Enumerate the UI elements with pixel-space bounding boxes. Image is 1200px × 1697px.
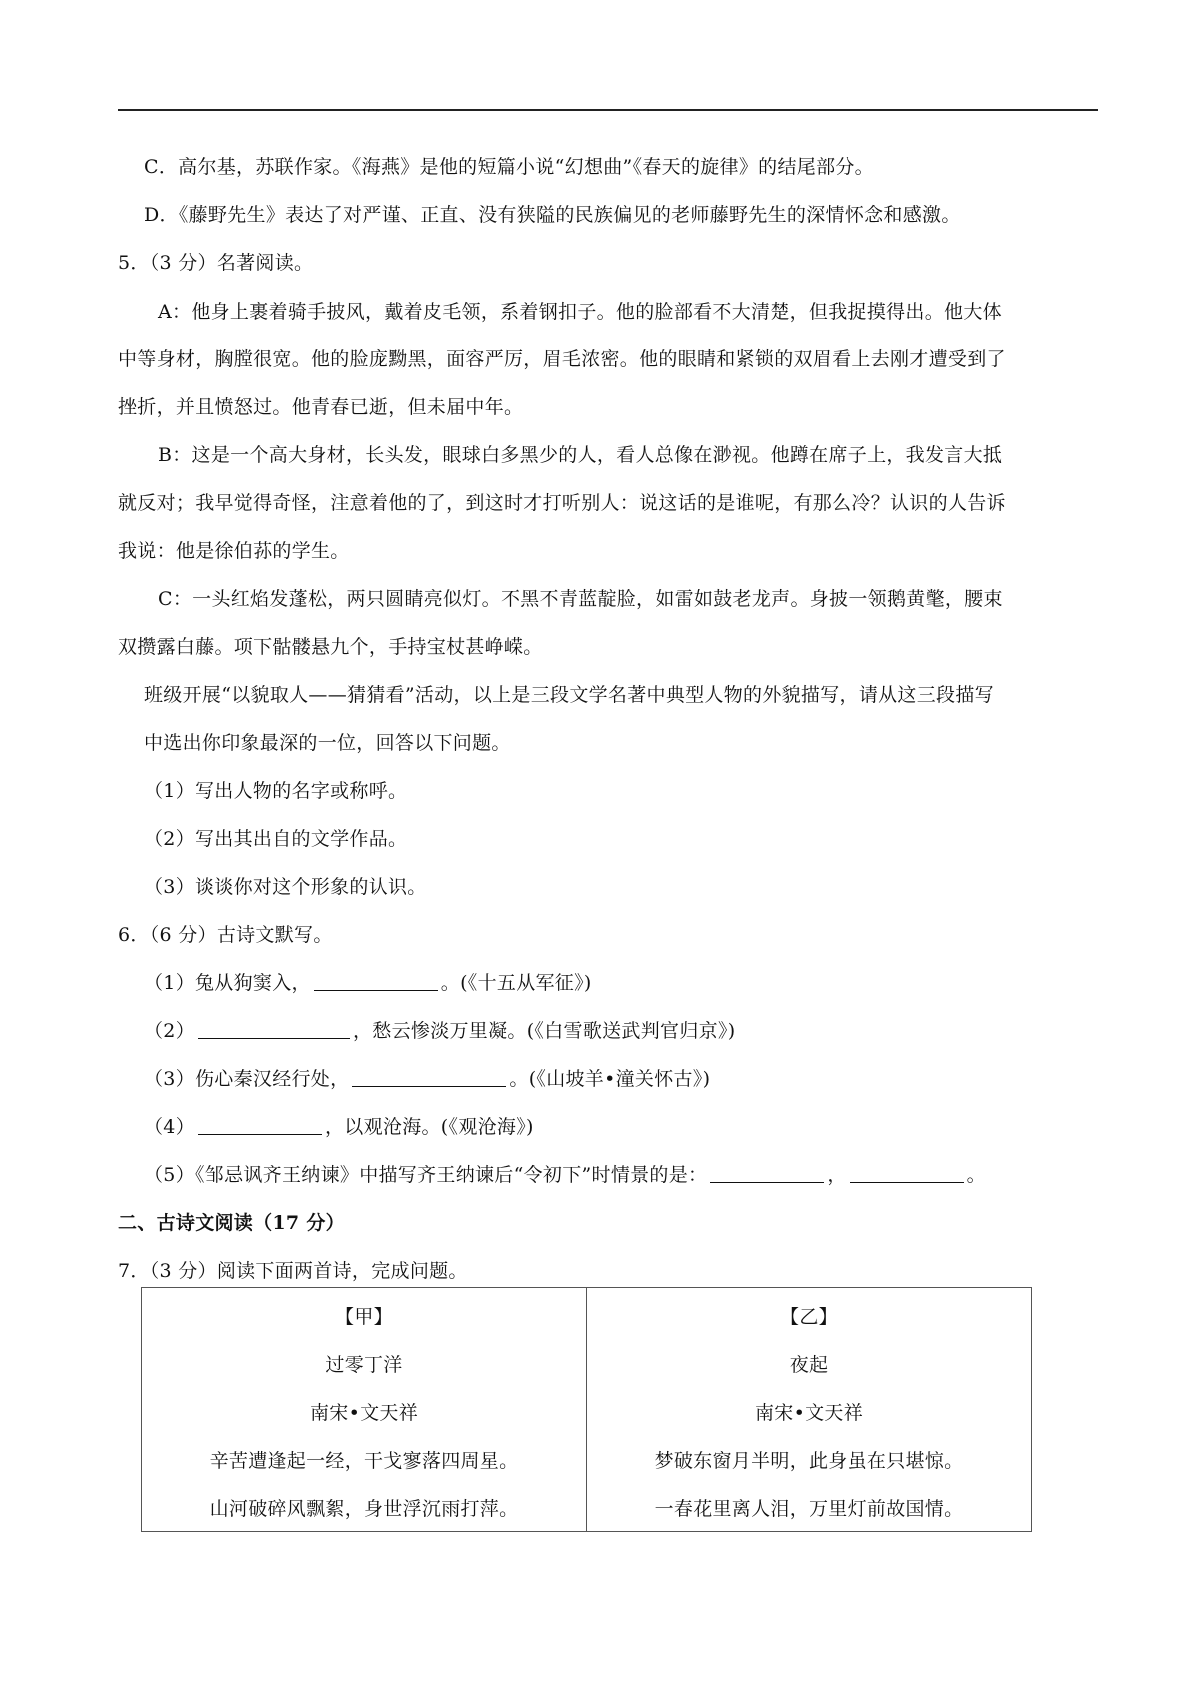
poem-a-line-2: 山河破碎风飘絮，身世浮沉雨打萍。	[209, 1498, 519, 1520]
passage-b-line-2: 就反对；我早觉得奇怪，注意着他的了，到这时才打听别人：说这话的是谁呢，有那么冷？认识的人告诉	[118, 492, 1006, 514]
question-5-intro-line-2: 中选出你印象最深的一位，回答以下问题。	[144, 732, 511, 754]
dictation-item-5	[144, 1162, 986, 1188]
question-6-header: 6．（6 分）古诗文默写。	[118, 924, 333, 946]
dictation-1-suffix: 。(《十五从军征》)	[440, 972, 592, 994]
question-7-header: 7．（3 分）阅读下面两首诗，完成问题。	[118, 1260, 468, 1282]
poem-a-line-1: 辛苦遭逢起一经，干戈寥落四周星。	[209, 1450, 519, 1472]
poem-a-column	[142, 1288, 587, 1531]
passage-a-line-1: A：他身上裹着骑手披风，戴着皮毛领，系着钢扣子。他的脸部看不大清楚，但我捉摸得出。他大体	[158, 301, 1002, 323]
poem-a-title: 过零丁洋	[325, 1354, 403, 1376]
dictation-4-suffix: ，以观沧海。(《观沧海》)	[325, 1116, 534, 1138]
header-rule	[118, 109, 1098, 111]
dictation-3-suffix: 。(《山坡羊•潼关怀古》)	[509, 1068, 711, 1090]
dictation-2-suffix: ，愁云惨淡万里凝。(《白雪歌送武判官归京》)	[353, 1020, 736, 1042]
poem-b-line-1: 梦破东窗月半明，此身虽在只堪惊。	[654, 1450, 964, 1472]
dictation-item-4	[144, 1114, 534, 1140]
question-5-sub-3: （3）谈谈你对这个形象的认识。	[144, 876, 427, 898]
dictation-4-blank[interactable]	[198, 1116, 322, 1135]
dictation-1-prefix: （1）兔从狗窦入，	[144, 972, 311, 994]
dictation-item-1	[144, 970, 592, 996]
poem-b-author: 南宋•文天祥	[754, 1402, 863, 1424]
dictation-item-2	[144, 1018, 735, 1044]
question-5-header: 5．（3 分）名著阅读。	[118, 252, 314, 274]
dictation-5-blank-a[interactable]	[710, 1164, 824, 1183]
dictation-item-3	[144, 1066, 710, 1092]
dictation-1-blank[interactable]	[314, 972, 438, 991]
dictation-3-blank[interactable]	[352, 1068, 506, 1087]
question-5-intro-line-1: 班级开展“以貌取人——猜猜看”活动，以上是三段文学名著中典型人物的外貌描写，请从这三段描写	[144, 684, 994, 706]
dictation-5-blank-b[interactable]	[850, 1164, 964, 1183]
poem-table	[141, 1287, 1032, 1532]
dictation-5-prefix: （5）《邹忌讽齐王纳谏》中描写齐王纳谏后“令初下”时情景的是：	[144, 1164, 708, 1186]
dictation-3-prefix: （3）伤心秦汉经行处，	[144, 1068, 350, 1090]
dictation-2-blank[interactable]	[198, 1020, 350, 1039]
option-c: C．高尔基，苏联作家。《海燕》是他的短篇小说“幻想曲”《春天的旋律》的结尾部分。	[144, 156, 874, 178]
dictation-4-prefix: （4）	[144, 1116, 195, 1138]
question-5-sub-2: （2）写出其出自的文学作品。	[144, 828, 408, 850]
dictation-5-suffix: 。	[966, 1164, 986, 1186]
poem-b-tag: 【乙】	[780, 1306, 838, 1328]
poem-a-author: 南宋•文天祥	[309, 1402, 418, 1424]
passage-b-line-3: 我说：他是徐伯荪的学生。	[118, 540, 350, 562]
passage-b-line-1: B：这是一个高大身材，长头发，眼球白多黑少的人，看人总像在渺视。他蹲在席子上，我发言大抵	[158, 444, 1003, 466]
dictation-5-comma: ，	[827, 1164, 847, 1186]
dictation-2-prefix: （2）	[144, 1020, 195, 1042]
section-2-heading: 二、古诗文阅读（17 分）	[118, 1212, 345, 1234]
passage-c-line-1: C：一头红焰发蓬松，两只圆睛亮似灯。不黑不青蓝靛脸，如雷如鼓老龙声。身披一领鹅黄氅，腰束	[158, 588, 1003, 610]
question-5-sub-1: （1）写出人物的名字或称呼。	[144, 780, 408, 802]
passage-a-line-3: 挫折，并且愤怒过。他青春已逝，但未届中年。	[118, 396, 524, 418]
passage-c-line-2: 双攒露白藤。项下骷髅悬九个，手持宝杖甚峥嵘。	[118, 636, 543, 658]
poem-b-line-2: 一春花里离人泪，万里灯前故国情。	[654, 1498, 964, 1520]
option-d: D．《藤野先生》表达了对严谨、正直、没有狭隘的民族偏见的老师藤野先生的深情怀念和感激。	[144, 204, 961, 226]
poem-b-column	[587, 1288, 1031, 1531]
poem-b-title: 夜起	[789, 1354, 829, 1376]
poem-a-tag: 【甲】	[335, 1306, 393, 1328]
passage-a-line-2: 中等身材，胸膛很宽。他的脸庞黝黑，面容严厉，眉毛浓密。他的眼睛和紧锁的双眉看上去刚才遭受到了	[118, 348, 1006, 370]
